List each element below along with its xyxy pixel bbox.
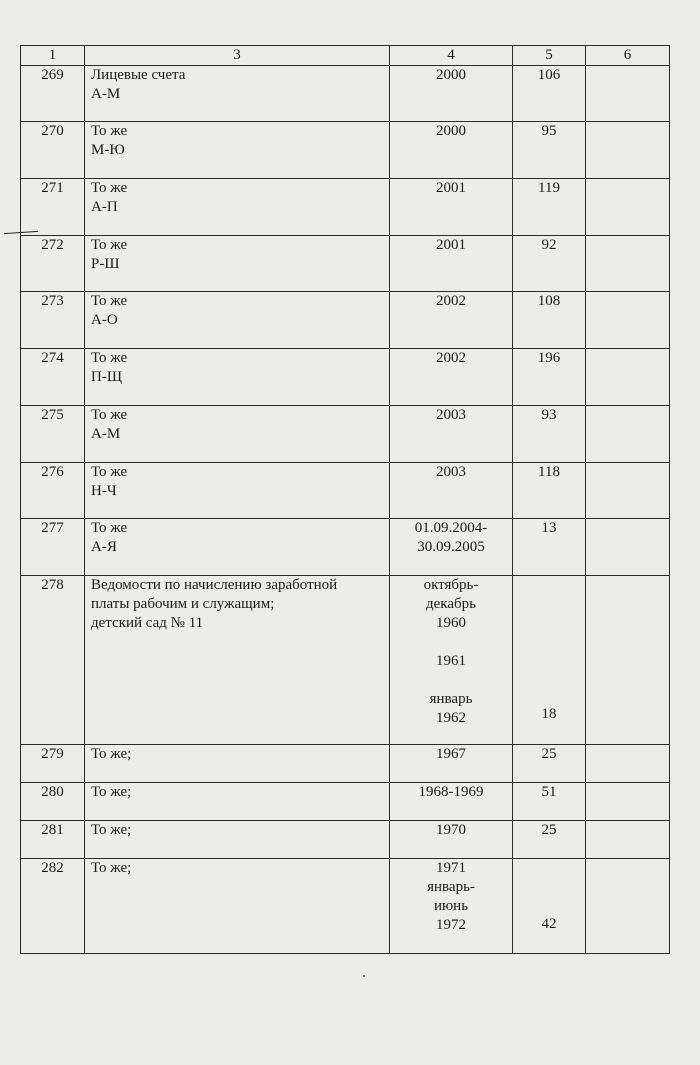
header-col-6: 6	[586, 46, 670, 66]
record-number: 271	[21, 179, 85, 236]
record-title	[85, 122, 390, 179]
record-notes	[586, 236, 670, 292]
record-date-line: 2000	[436, 67, 466, 83]
table-row	[21, 349, 670, 406]
record-title-line: То же;	[91, 746, 132, 762]
record-sheet-count: 51	[513, 783, 586, 821]
record-title	[85, 349, 390, 406]
record-title-line: Ведомости по начислению заработной	[91, 577, 338, 593]
record-title	[85, 783, 390, 821]
table-row	[21, 406, 670, 463]
record-date-line: 2000	[436, 123, 466, 139]
record-title-line: Р-Ш	[91, 256, 120, 272]
record-title-line: То же	[91, 407, 128, 423]
record-title	[85, 406, 390, 463]
record-dates	[390, 66, 513, 122]
record-notes	[586, 179, 670, 236]
record-dates	[390, 463, 513, 519]
table-body	[21, 66, 670, 954]
record-title-line: То же	[91, 293, 128, 309]
table-row	[21, 122, 670, 179]
record-date-line	[390, 671, 512, 690]
record-number: 281	[21, 821, 85, 859]
record-title	[85, 66, 390, 122]
record-notes	[586, 519, 670, 576]
record-number: 278	[21, 576, 85, 745]
record-dates	[390, 576, 513, 745]
record-title-line: Н-Ч	[91, 483, 117, 499]
record-title-line: То же	[91, 180, 128, 196]
record-notes	[586, 406, 670, 463]
record-sheet-count: 196	[513, 349, 586, 406]
record-notes	[586, 292, 670, 349]
record-date-line: 2003	[436, 464, 466, 480]
record-sheet-count: 93	[513, 406, 586, 463]
record-title-line: То же	[91, 520, 128, 536]
record-sheet-count: 95	[513, 122, 586, 179]
record-dates	[390, 236, 513, 292]
record-number: 276	[21, 463, 85, 519]
record-date-line: 1971	[436, 860, 466, 876]
table-row	[21, 66, 670, 122]
record-dates	[390, 821, 513, 859]
record-dates	[390, 292, 513, 349]
table-row	[21, 783, 670, 821]
record-title-line: То же	[91, 123, 128, 139]
record-sheet-count: 106	[513, 66, 586, 122]
record-dates	[390, 859, 513, 954]
scan-speck	[363, 975, 365, 977]
record-title-line: То же	[91, 350, 128, 366]
record-date-line: 1967	[436, 746, 466, 762]
record-title	[85, 463, 390, 519]
record-title	[85, 236, 390, 292]
table-row	[21, 236, 670, 292]
record-date-line: 1968-1969	[418, 784, 484, 800]
record-title-line: М-Ю	[91, 142, 125, 158]
record-sheet-count: 25	[513, 821, 586, 859]
record-title-line: А-П	[91, 199, 118, 215]
record-date-line: январь-	[427, 879, 475, 895]
record-date-line	[390, 633, 512, 652]
table-row	[21, 179, 670, 236]
record-notes	[586, 783, 670, 821]
record-date-line: октябрь-	[423, 577, 479, 593]
record-number: 269	[21, 66, 85, 122]
record-dates	[390, 783, 513, 821]
header-col-3: 3	[85, 46, 390, 66]
table-row	[21, 576, 670, 745]
record-sheet-count: 42	[513, 859, 586, 954]
record-dates	[390, 519, 513, 576]
record-title	[85, 576, 390, 745]
record-date-line: 2001	[436, 180, 466, 196]
record-title-line: А-Я	[91, 539, 117, 555]
record-title	[85, 821, 390, 859]
record-notes	[586, 576, 670, 745]
record-title	[85, 519, 390, 576]
table-row	[21, 292, 670, 349]
record-dates	[390, 745, 513, 783]
record-sheet-count: 119	[513, 179, 586, 236]
record-notes	[586, 463, 670, 519]
record-title-line: А-М	[91, 426, 121, 442]
record-dates	[390, 349, 513, 406]
record-title-line: А-О	[91, 312, 118, 328]
header-col-4: 4	[390, 46, 513, 66]
record-sheet-count: 13	[513, 519, 586, 576]
record-date-line: 30.09.2005	[417, 539, 485, 555]
record-dates	[390, 179, 513, 236]
record-title-line: П-Щ	[91, 369, 122, 385]
record-title	[85, 292, 390, 349]
record-number: 279	[21, 745, 85, 783]
record-date-line: 1970	[436, 822, 466, 838]
record-sheet-count: 92	[513, 236, 586, 292]
table-row	[21, 821, 670, 859]
archive-inventory-table	[20, 45, 670, 954]
record-number: 282	[21, 859, 85, 954]
header-col-5: 5	[513, 46, 586, 66]
record-sheet-count: 108	[513, 292, 586, 349]
record-title	[85, 745, 390, 783]
table-row	[21, 745, 670, 783]
record-number: 275	[21, 406, 85, 463]
record-dates	[390, 406, 513, 463]
table-row	[21, 519, 670, 576]
record-notes	[586, 122, 670, 179]
table-row	[21, 859, 670, 954]
table-header-row	[21, 46, 670, 66]
record-title-line: То же;	[91, 860, 132, 876]
record-title	[85, 179, 390, 236]
record-notes	[586, 745, 670, 783]
record-number: 272	[21, 236, 85, 292]
record-number: 274	[21, 349, 85, 406]
record-number: 277	[21, 519, 85, 576]
record-date-line: 01.09.2004-	[414, 520, 488, 536]
record-date-line: 2002	[436, 350, 466, 366]
record-title-line: платы рабочим и служащим;	[91, 596, 275, 612]
record-date-line: июнь	[433, 898, 469, 914]
record-title-line: То же;	[91, 822, 132, 838]
record-date-line: 2001	[436, 237, 466, 253]
record-title-line: То же	[91, 237, 128, 253]
record-notes	[586, 66, 670, 122]
record-title-line: То же	[91, 464, 128, 480]
record-title-line: детский сад № 11	[91, 615, 204, 631]
record-dates	[390, 122, 513, 179]
record-title	[85, 859, 390, 954]
record-title-line: Лицевые счета	[91, 67, 186, 83]
record-date-line: 1962	[436, 710, 466, 726]
record-number: 280	[21, 783, 85, 821]
record-date-line: 1972	[436, 917, 466, 933]
record-date-line: 2003	[436, 407, 466, 423]
record-notes	[586, 859, 670, 954]
record-notes	[586, 349, 670, 406]
header-col-1: 1	[21, 46, 85, 66]
record-title-line: То же;	[91, 784, 132, 800]
record-number: 270	[21, 122, 85, 179]
record-sheet-count: 118	[513, 463, 586, 519]
record-date-line: январь	[429, 691, 473, 707]
record-sheet-count: 25	[513, 745, 586, 783]
table-row	[21, 463, 670, 519]
record-date-line: 2002	[436, 293, 466, 309]
record-notes	[586, 821, 670, 859]
record-date-line: 1960	[436, 615, 466, 631]
record-sheet-count: 18	[513, 576, 586, 745]
record-title-line: А-М	[91, 86, 121, 102]
record-date-line: 1961	[436, 653, 466, 669]
record-number: 273	[21, 292, 85, 349]
record-date-line: декабрь	[426, 596, 476, 612]
